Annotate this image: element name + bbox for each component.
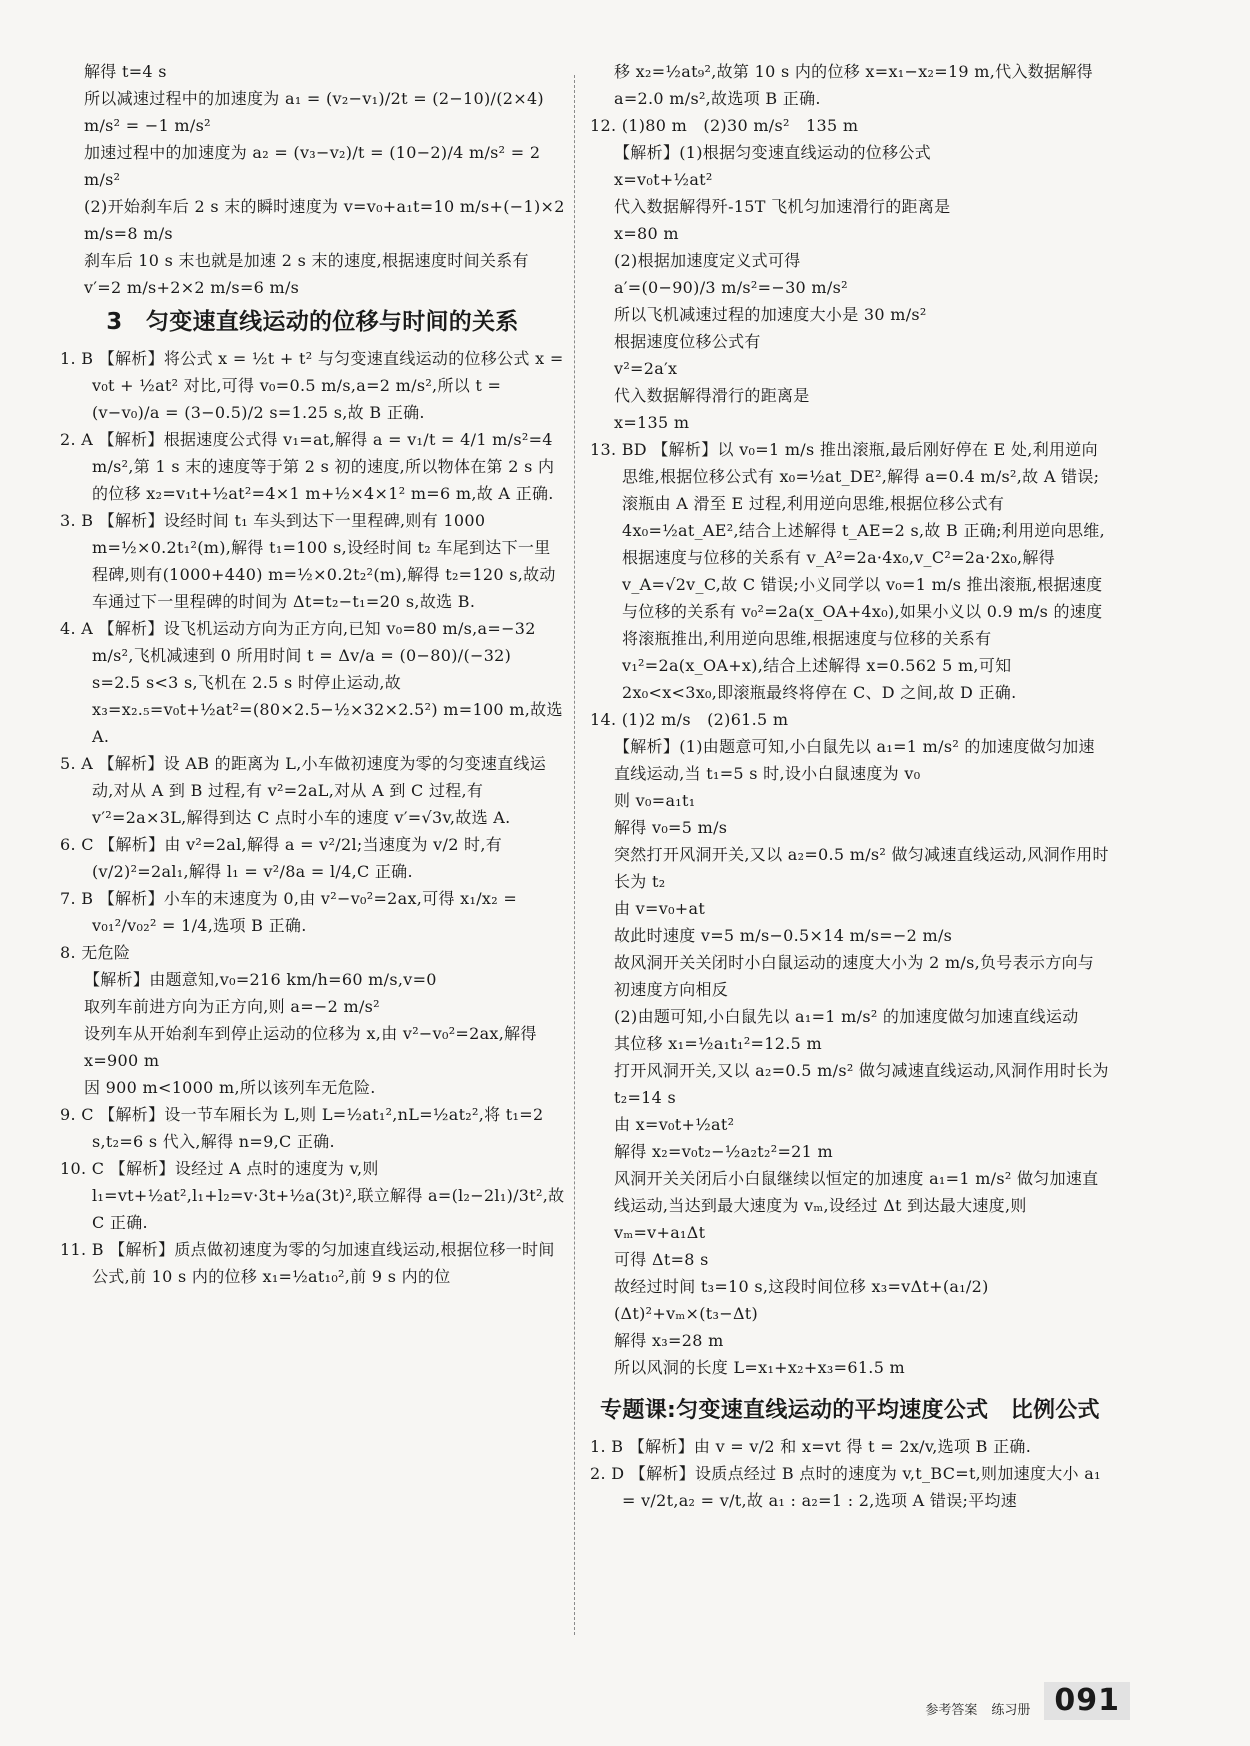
answer-item: 2. D 【解析】设质点经过 B 点时的速度为 v,t_BC=t,则加速度大小 a₁ = v/2t,a₂ = v/t,故 a₁ : a₂=1 : 2,选项 A 错误;平均速 [590,1464,1107,1510]
footer-label-answers: 参考答案 [925,1703,978,1718]
text-line: 故此时速度 v=5 m/s−0.5×14 m/s=−2 m/s [614,926,953,945]
text-line: 所以风洞的长度 L=x₁+x₂+x₃=61.5 m [614,1358,906,1377]
text-line: 由 x=v₀t+½at² [614,1115,735,1134]
answer-item: 1. B 【解析】将公式 x = ½t + t² 与匀变速直线运动的位移公式 x = v₀t + ½at² 对比,可得 v₀=0.5 m/s,a=2 m/s²,所以 t = (v−v₀)/a = (3−0.5)/2 s=1.25 s,故 B 正确. [60,349,569,422]
text-line: 风洞开关关闭后小白鼠继续以恒定的加速度 a₁=1 m/s² 做匀加速直线运动,当达到最大速度为 vₘ,设经过 Δt 到达最大速度,则 vₘ=v+a₁Δt [614,1169,1099,1242]
text-line: 可得 Δt=8 s [614,1250,709,1269]
text-line: 打开风洞开关,又以 a₂=0.5 m/s² 做匀减速直线运动,风洞作用时长为 t₂=14 s [614,1061,1115,1107]
section-title: 3 匀变速直线运动的位移与时间的关系 [106,309,519,335]
text-line: 所以飞机减速过程的加速度大小是 30 m/s² [614,305,927,324]
column-divider [574,75,575,1635]
section-title: 专题课:匀变速直线运动的平均速度公式 比例公式 [600,1398,1100,1423]
text-line: (2)根据加速度定义式可得 [614,251,801,270]
answer-item: 7. B 【解析】小车的末速度为 0,由 v²−v₀²=2ax,可得 x₁/x₂ = v₀₁²/v₀₂² = 1/4,选项 B 正确. [60,889,523,935]
text-line: 因 900 m<1000 m,所以该列车无危险. [84,1078,376,1097]
text-line: 代入数据解得歼-15T 飞机匀加速滑行的距离是 [614,197,951,216]
text-line: 【解析】(1)根据匀变速直线运动的位移公式 [614,143,931,162]
text-line: 所以减速过程中的加速度为 a₁ = (v₂−v₁)/2t = (2−10)/(2×4) m/s² = −1 m/s² [84,89,550,135]
text-line: (2)开始刹车后 2 s 末的瞬时速度为 v=v₀+a₁t=10 m/s+(−1)×2 m/s=8 m/s [84,197,571,243]
text-line: 故风洞开关关闭时小白鼠运动的速度大小为 2 m/s,负号表示方向与初速度方向相反 [614,953,1095,999]
answer-item: 1. B 【解析】由 v = v/2 和 x=vt 得 t = 2x/v,选项 B 正确. [590,1437,1032,1456]
text-line: 【解析】(1)由题意可知,小白鼠先以 a₁=1 m/s² 的加速度做匀加速直线运动,当 t₁=5 s 时,设小白鼠速度为 v₀ [614,737,1095,783]
answer-item: 11. B 【解析】质点做初速度为零的匀加速直线运动,根据位移一时间公式,前 10 s 内的位移 x₁=½at₁₀²,前 9 s 内的位 [60,1240,555,1286]
text-line: 由 v=v₀+at [614,899,706,918]
text-line: 加速过程中的加速度为 a₂ = (v₃−v₂)/t = (10−2)/4 m/s² = 2 m/s² [84,143,546,189]
text-line: 设列车从开始刹车到停止运动的位移为 x,由 v²−v₀²=2ax,解得 x=900 m [84,1024,543,1070]
left-column [60,58,571,1698]
footer-label-workbook: 练习册 [991,1703,1031,1718]
answer-item: 14. (1)2 m/s (2)61.5 m [590,710,789,729]
right-column [590,58,1115,1698]
text-line: 其位移 x₁=½a₁t₁²=12.5 m [614,1034,822,1053]
text-line: x=v₀t+½at² [614,170,713,189]
text-line: 故经过时间 t₃=10 s,这段时间位移 x₃=vΔt+(a₁/2)(Δt)²+vₘ×(t₃−Δt) [614,1277,989,1323]
page-footer [925,1682,1130,1720]
page-number: 091 [1044,1682,1130,1720]
text-line: 解得 x₃=28 m [614,1331,724,1350]
answer-item: 6. C 【解析】由 v²=2al,解得 a = v²/2l;当速度为 v/2 时,有 (v/2)²=2al₁,解得 l₁ = v²/8a = l/4,C 正确. [60,835,508,881]
text-line: v²=2a′x [614,359,678,378]
text-line: x=80 m [614,224,679,243]
text-line: 移 x₂=½at₉²,故第 10 s 内的位移 x=x₁−x₂=19 m,代入数据解得 a=2.0 m/s²,故选项 B 正确. [614,62,1099,108]
text-line: 解得 v₀=5 m/s [614,818,728,837]
answer-item: 5. A 【解析】设 AB 的距离为 L,小车做初速度为零的匀变速直线运动,对从 A 到 B 过程,有 v²=2aL,对从 A 到 C 过程,有 v′²=2a×3L,解得到达 C 点时小车的速度 v′=√3v,故选 A. [60,754,547,827]
text-line: 根据速度位移公式有 [614,332,761,351]
answer-item: 2. A 【解析】根据速度公式得 v₁=at,解得 a = v₁/t = 4/1 m/s²=4 m/s²,第 1 s 末的速度等于第 2 s 初的速度,所以物体在第 2 s 内的位移 x₂=v₁t+½at²=4×1 m+½×4×1² m=6 m,故 A 正确. [60,430,559,503]
text-line: 解得 x₂=v₀t₂−½a₂t₂²=21 m [614,1142,833,1161]
text-line: 刹车后 10 s 末也就是加速 2 s 末的速度,根据速度时间关系有 v′=2 m/s+2×2 m/s=6 m/s [84,251,535,297]
answer-item: 3. B 【解析】设经时间 t₁ 车头到达下一里程碑,则有 1000 m=½×0.2t₁²(m),解得 t₁=100 s,设经时间 t₂ 车尾到达下一里程碑,则有(1000+440) m=½×0.2t₂²(m),解得 t₂=120 s,故动车通过下一里程碑的时间为 Δt=t₂−t₁=20 s,故选 B. [60,511,556,611]
text-line: (2)由题可知,小白鼠先以 a₁=1 m/s² 的加速度做匀加速直线运动 [614,1007,1079,1026]
answer-item: 4. A 【解析】设飞机运动方向为正方向,已知 v₀=80 m/s,a=−32 m/s²,飞机减速到 0 所用时间 t = Δv/a = (0−80)/(−32) s=2.5 s<3 s,飞机在 2.5 s 时停止运动,故 x₃=x₂.₅=v₀t+½at²=(80×2.5−½×32×2.5²) m=100 m,故选 A. [60,619,569,746]
text-line: x=135 m [614,413,690,432]
text-line: a′=(0−90)/3 m/s²=−30 m/s² [614,278,848,297]
text-line: 则 v₀=a₁t₁ [614,791,696,810]
answer-item: 8. 无危险 [60,943,131,962]
text-line: 取列车前进方向为正方向,则 a=−2 m/s² [84,997,380,1016]
answer-item: 10. C 【解析】设经过 A 点时的速度为 v,则 l₁=vt+½at²,l₁+l₂=v·3t+½a(3t)²,联立解得 a=(l₂−2l₁)/3t²,故 C 正确. [60,1159,570,1232]
text-line: 突然打开风洞开关,又以 a₂=0.5 m/s² 做匀减速直线运动,风洞作用时长为 t₂ [614,845,1109,891]
text-line: 解得 t=4 s [84,62,167,81]
answer-item: 13. BD 【解析】以 v₀=1 m/s 推出滚瓶,最后刚好停在 E 处,利用逆向思维,根据位移公式有 x₀=½at_DE²,解得 a=0.4 m/s²,故 A 错误;滚瓶由 A 滑至 E 过程,利用逆向思维,根据位移公式有 4x₀=½at_AE²,结合上述解得 t_AE=2 s,故 B 正确;利用逆向思维,根据速度与位移的关系有 v_A²=2a·4x₀,v_C²=2a·2x₀,解得 v_A=√2v_C,故 C 错误;小义同学以 v₀=1 m/s 推出滚瓶,根据速度与位移的关系有 v₀²=2a(x_OA+4x₀),如果小义以 0.9 m/s 的速度将滚瓶推出,利用逆向思维,根据速度与位移的关系有 v₁²=2a(x_OA+x),结合上述解得 x=0.562 5 m,可知 2x₀<x<3x₀,即滚瓶最终将停在 C、D 之间,故 D 正确. [590,440,1105,702]
text-line: 【解析】由题意知,v₀=216 km/h=60 m/s,v=0 [84,970,437,989]
text-line: 代入数据解得滑行的距离是 [614,386,810,405]
answer-item: 12. (1)80 m (2)30 m/s² 135 m [590,116,859,135]
answer-item: 9. C 【解析】设一节车厢长为 L,则 L=½at₁²,nL=½at₂²,将 t₁=2 s,t₂=6 s 代入,解得 n=9,C 正确. [60,1105,549,1151]
